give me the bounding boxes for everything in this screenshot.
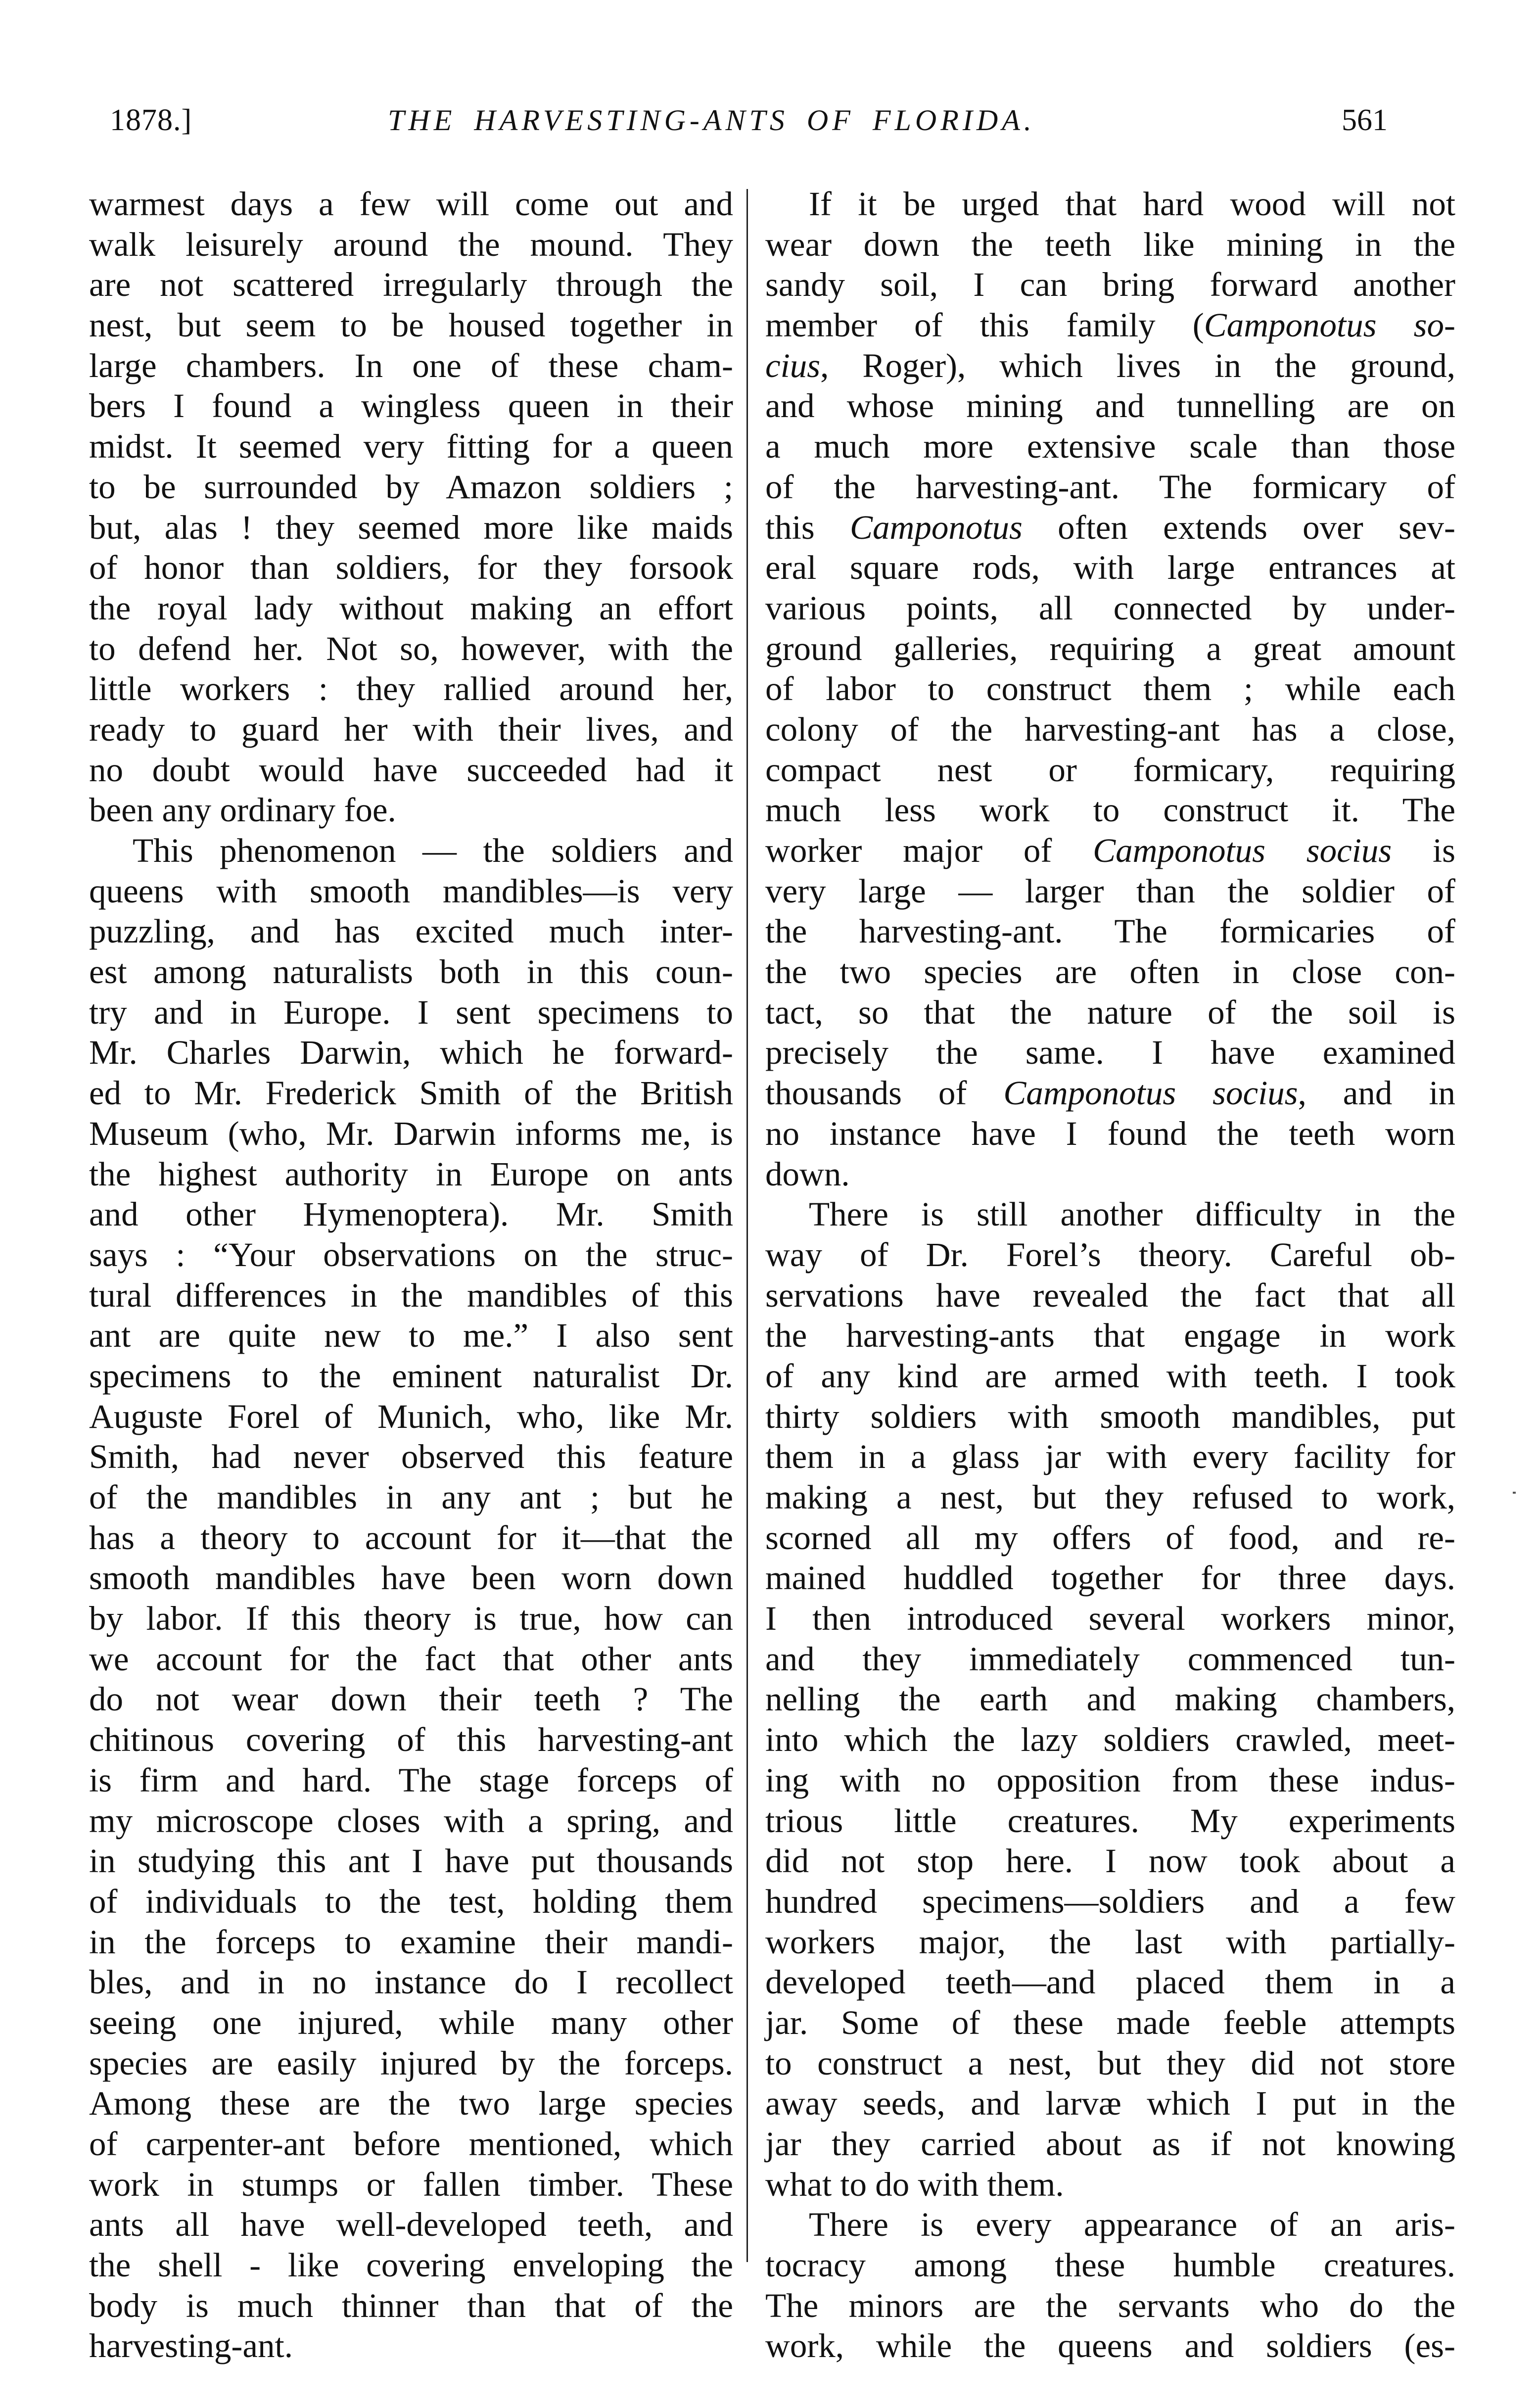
text-run: worker major of <box>765 832 1093 869</box>
text-line: ground galleries, requiring a great amount <box>765 629 1455 667</box>
text-line: ants all have well-developed teeth, and <box>89 2206 733 2244</box>
text-line: workers major, the last with partially- <box>765 1923 1455 1961</box>
text-line: are not scattered irregularly through the <box>89 266 733 304</box>
text-line: little workers : they rallied around her, <box>89 670 733 708</box>
text-line: If it be urged that hard wood will not <box>809 185 1455 223</box>
text-line: but, alas ! they seemed more like maids <box>89 508 733 546</box>
text-line: by labor. If this theory is true, how can <box>89 1600 733 1638</box>
text-line: walk leisurely around the mound. They <box>89 225 733 263</box>
text-line: my microscope closes with a spring, and <box>89 1801 733 1840</box>
text-line: of the mandibles in any ant ; but he <box>89 1478 733 1516</box>
text-line: ed to Mr. Frederick Smith of the British <box>89 1074 733 1112</box>
text-line: has a theory to account for it—that the <box>89 1518 733 1557</box>
text-line: says : “Your observations on the struc- <box>89 1235 733 1274</box>
right-column <box>765 184 1455 2366</box>
text-line: There is every appearance of an aris- <box>809 2206 1455 2244</box>
italic-species-name: Camponotus socius <box>1003 1074 1298 1112</box>
running-head <box>0 98 1538 142</box>
text-line: wear down the teeth like mining in the <box>765 225 1455 263</box>
text-line: Mr. Charles Darwin, which he forward- <box>89 1034 733 1072</box>
text-line: Museum (who, Mr. Darwin informs me, is <box>89 1114 733 1152</box>
text-line: what to do with them. <box>765 2165 1064 2203</box>
text-line: do not wear down their teeth ? The <box>89 1680 733 1718</box>
text-line: to defend her. Not so, however, with the <box>89 629 733 667</box>
text-line: eral square rods, with large entrances at <box>765 549 1455 587</box>
text-line <box>765 1073 1455 1114</box>
running-head-title: THE HARVESTING-ANTS OF FLORIDA. <box>388 104 1035 137</box>
text-line: ant are quite new to me.” I also sent <box>89 1317 733 1355</box>
text-line: There is still another difficulty in the <box>809 1195 1455 1233</box>
text-line: did not stop here. I now took about a <box>765 1842 1455 1880</box>
text-line: in studying this ant I have put thousands <box>89 1842 733 1880</box>
text-line: I then introduced several workers minor, <box>765 1600 1455 1638</box>
text-line: to be surrounded by Amazon soldiers ; <box>89 468 733 506</box>
text-line: sandy soil, I can bring forward another <box>765 266 1455 304</box>
text-line: the shell - like covering enveloping the <box>89 2246 733 2284</box>
text-run: often extends over sev- <box>1022 508 1455 546</box>
text-line: precisely the same. I have examined <box>765 1034 1455 1072</box>
text-line: them in a glass jar with every facility for <box>765 1438 1455 1476</box>
text-line <box>765 305 1455 346</box>
text-line: ing with no opposition from these indus- <box>765 1761 1455 1799</box>
text-line: is firm and hard. The stage forceps of <box>89 1761 733 1799</box>
text-line: nelling the earth and making chambers, <box>765 1680 1455 1718</box>
text-line: species are easily injured by the forceps. <box>89 2044 733 2082</box>
text-line: and whose mining and tunnelling are on <box>765 387 1455 425</box>
running-head-year: 1878.] <box>110 103 192 137</box>
text-line: much less work to construct it. The <box>765 791 1455 829</box>
text-run: member of this family ( <box>765 306 1204 344</box>
text-line: est among naturalists both in this coun- <box>89 953 733 991</box>
text-line: been any ordinary foe. <box>89 791 396 829</box>
text-line: seeing one injured, while many other <box>89 2003 733 2041</box>
text-line: Smith, had never observed this feature <box>89 1438 733 1476</box>
text-line: and they immediately commenced tun- <box>765 1640 1455 1678</box>
text-line: and other Hymenoptera). Mr. Smith <box>89 1195 733 1233</box>
text-line: no instance have I found the teeth worn <box>765 1114 1455 1152</box>
text-line: Among these are the two large species <box>89 2084 733 2123</box>
text-line: of carpenter-ant before mentioned, which <box>89 2125 733 2163</box>
text-run: , and in <box>1298 1074 1456 1112</box>
text-line: of honor than soldiers, for they forsook <box>89 549 733 587</box>
text-line <box>765 831 1455 871</box>
text-line: mained huddled together for three days. <box>765 1559 1455 1597</box>
text-line: into which the lazy soldiers crawled, meet- <box>765 1721 1455 1759</box>
text-line: work, while the queens and soldiers (es- <box>765 2327 1455 2365</box>
italic-species-name: Camponotus so- <box>1204 306 1455 344</box>
text-line: to construct a nest, but they did not store <box>765 2044 1455 2082</box>
text-line: compact nest or formicary, requiring <box>765 751 1455 789</box>
text-line <box>765 346 1455 386</box>
text-line: scorned all my offers of food, and re- <box>765 1518 1455 1557</box>
text-line: warmest days a few will come out and <box>89 185 733 223</box>
text-line: developed teeth—and placed them in a <box>765 1963 1455 2001</box>
page-number: 561 <box>1342 103 1388 137</box>
text-run: thousands of <box>765 1074 1004 1112</box>
text-line: bers I found a wingless queen in their <box>89 387 733 425</box>
text-line: of labor to construct them ; while each <box>765 670 1455 708</box>
text-line: bles, and in no instance do I recollect <box>89 1963 733 2001</box>
text-line: puzzling, and has excited much inter- <box>89 912 733 950</box>
text-line: no doubt would have succeeded had it <box>89 751 733 789</box>
text-line: ready to guard her with their lives, and <box>89 710 733 748</box>
text-line: making a nest, but they refused to work, <box>765 1478 1455 1516</box>
text-line: This phenomenon — the soldiers and <box>133 832 733 869</box>
text-line: midst. It seemed very fitting for a queen <box>89 427 733 466</box>
text-run: this <box>765 508 850 546</box>
text-line: the two species are often in close con- <box>765 953 1455 991</box>
text-line: away seeds, and larvæ which I put in the <box>765 2084 1455 2123</box>
text-run: , Roger), which lives in the ground, <box>820 346 1455 384</box>
text-line: chitinous covering of this harvesting-ant <box>89 1721 733 1759</box>
text-line: servations have revealed the fact that all <box>765 1276 1455 1314</box>
italic-species-name: cius <box>765 346 821 384</box>
text-line: specimens to the eminent naturalist Dr. <box>89 1357 733 1395</box>
text-line: of individuals to the test, holding them <box>89 1882 733 1920</box>
text-line: tural differences in the mandibles of this <box>89 1276 733 1314</box>
text-line: large chambers. In one of these cham- <box>89 346 733 384</box>
text-line: harvesting-ant. <box>89 2327 293 2365</box>
text-line: the royal lady without making an effort <box>89 589 733 627</box>
text-line: trious little creatures. My experiments <box>765 1801 1455 1840</box>
text-line: The minors are the servants who do the <box>765 2286 1455 2324</box>
text-line: jar they carried about as if not knowing <box>765 2125 1455 2163</box>
left-column <box>89 184 733 2366</box>
text-line: colony of the harvesting-ant has a close, <box>765 710 1455 748</box>
text-line: we account for the fact that other ants <box>89 1640 733 1678</box>
text-line: the harvesting-ants that engage in work <box>765 1317 1455 1355</box>
text-line: way of Dr. Forel’s theory. Careful ob- <box>765 1235 1455 1274</box>
text-line: the highest authority in Europe on ants <box>89 1155 733 1193</box>
text-line: queens with smooth mandibles—is very <box>89 872 733 910</box>
italic-species-name: Camponotus <box>849 508 1023 546</box>
text-line: in the forceps to examine their mandi- <box>89 1923 733 1961</box>
text-line: down. <box>765 1155 850 1193</box>
text-line: try and in Europe. I sent specimens to <box>89 993 733 1031</box>
text-line: nest, but seem to be housed together in <box>89 306 733 344</box>
text-line: various points, all connected by under- <box>765 589 1455 627</box>
text-run: is <box>1392 832 1455 869</box>
text-line: work in stumps or fallen timber. These <box>89 2165 733 2203</box>
column-divider <box>746 189 748 2262</box>
text-line: jar. Some of these made feeble attempts <box>765 2003 1455 2041</box>
text-line: smooth mandibles have been worn down <box>89 1559 733 1597</box>
text-line: of any kind are armed with teeth. I took <box>765 1357 1455 1395</box>
text-line: body is much thinner than that of the <box>89 2286 733 2324</box>
margin-speck <box>1513 1492 1516 1494</box>
text-line: hundred specimens—soldiers and a few <box>765 1882 1455 1920</box>
italic-species-name: Camponotus socius <box>1093 832 1392 869</box>
text-line: tact, so that the nature of the soil is <box>765 993 1455 1031</box>
text-line <box>765 508 1455 548</box>
text-line: thirty soldiers with smooth mandibles, put <box>765 1397 1455 1435</box>
text-line: of the harvesting-ant. The formicary of <box>765 468 1455 506</box>
text-line: a much more extensive scale than those <box>765 427 1455 466</box>
text-line: tocracy among these humble creatures. <box>765 2246 1455 2284</box>
text-line: Auguste Forel of Munich, who, like Mr. <box>89 1397 733 1435</box>
text-line: very large — larger than the soldier of <box>765 872 1455 910</box>
text-line: the harvesting-ant. The formicaries of <box>765 912 1455 950</box>
